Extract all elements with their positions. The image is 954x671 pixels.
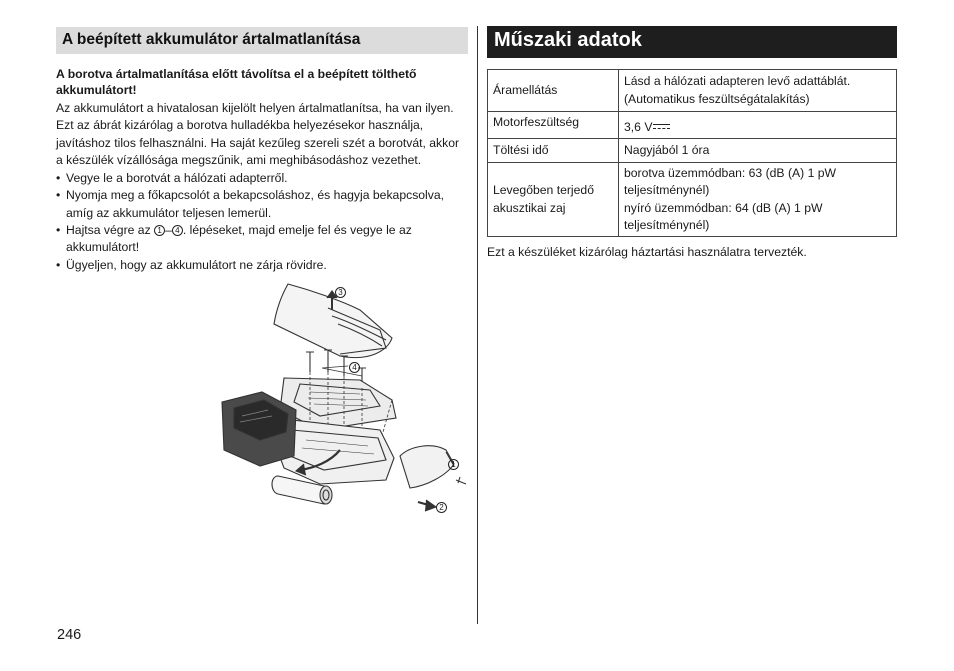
usage-note: Ezt a készüléket kizárólag háztartási használatra tervezték. <box>487 245 807 260</box>
spec-value <box>619 112 897 139</box>
spec-key: Motorfeszültség <box>488 112 619 139</box>
left-column <box>56 27 468 274</box>
table-row <box>488 70 897 112</box>
step-item: • Nyomja meg a főkapcsolót a bekapcsoláshoz, és hagyja bekapcsolva, amíg az akkumulátor teljesen lemerül. <box>56 187 468 222</box>
step-number-circle: 4 <box>172 225 183 236</box>
disposal-paragraph: Az akkumulátort a hivatalosan kijelölt helyen ártalmatlanítsa, ha van ilyen. Ezt az ábrát kizárólag a borotva hulladékba helyezésekor használja, javításhoz tilos felhasználni. Ha saját kezűleg szereli szét a borotvát, akkor a készülék vízállósága megszűnik, ami meghibásodáshoz vezethet. <box>56 101 460 167</box>
spec-value-line: nyíró üzemmódban: 64 (dB (A) 1 pW <box>624 200 823 215</box>
spec-key <box>488 163 619 237</box>
step-item: • Ügyeljen, hogy az akkumulátort ne zárja rövidre. <box>56 257 468 274</box>
page-number: 246 <box>57 627 82 643</box>
disassembly-illustration <box>210 280 470 520</box>
spec-value <box>619 70 897 112</box>
battery-warning: A borotva ártalmatlanítása előtt távolítsa el a beépített tölthető akkumulátort! <box>56 67 417 97</box>
step-label-4: 4 <box>349 362 360 373</box>
right-column <box>487 26 897 260</box>
spec-value-line: teljesítménynél) <box>624 183 710 198</box>
spec-key-line: Levegőben terjedő <box>493 183 594 198</box>
spec-key: Áramellátás <box>488 70 619 112</box>
step-label-3: 3 <box>335 287 346 298</box>
step-dash: – <box>165 223 172 238</box>
spec-value-line: teljesítménynél) <box>624 217 710 232</box>
step-number-circle: 1 <box>154 225 165 236</box>
spec-key: Töltési idő <box>488 139 619 163</box>
specs-table <box>487 69 897 237</box>
step-label-1: 1 <box>448 459 459 470</box>
spec-value-line: Lásd a hálózati adapteren levő adattáblát. <box>624 74 851 89</box>
step-item <box>56 222 468 257</box>
section-heading-battery: A beépített akkumulátor ártalmatlanítása <box>56 27 468 54</box>
table-row <box>488 112 897 139</box>
spec-value-line: borotva üzemmódban: 63 (dB (A) 1 pW <box>624 166 837 180</box>
column-divider <box>477 26 478 624</box>
spec-value-text: 3,6 V <box>624 119 653 134</box>
steps-list <box>56 170 468 274</box>
step-label-2: 2 <box>436 502 447 513</box>
shaver-exploded-view <box>210 280 470 520</box>
table-row <box>488 163 897 237</box>
step-text: Hajtsa végre az <box>66 223 155 238</box>
section-heading-specs: Műszaki adatok <box>487 26 897 58</box>
spec-value: Nagyjából 1 óra <box>619 139 897 163</box>
spec-key-line: akusztikai zaj <box>493 200 566 215</box>
step-item: • Vegye le a borotvát a hálózati adapterről. <box>56 170 468 187</box>
spec-value-line: (Automatikus feszültségátalakítás) <box>624 91 810 106</box>
spec-value <box>619 163 897 237</box>
step-text: . lépéseket, majd emelje fel és vegye le az akkumulátort! <box>66 223 412 255</box>
table-row <box>488 139 897 163</box>
dc-symbol-icon <box>653 124 670 130</box>
